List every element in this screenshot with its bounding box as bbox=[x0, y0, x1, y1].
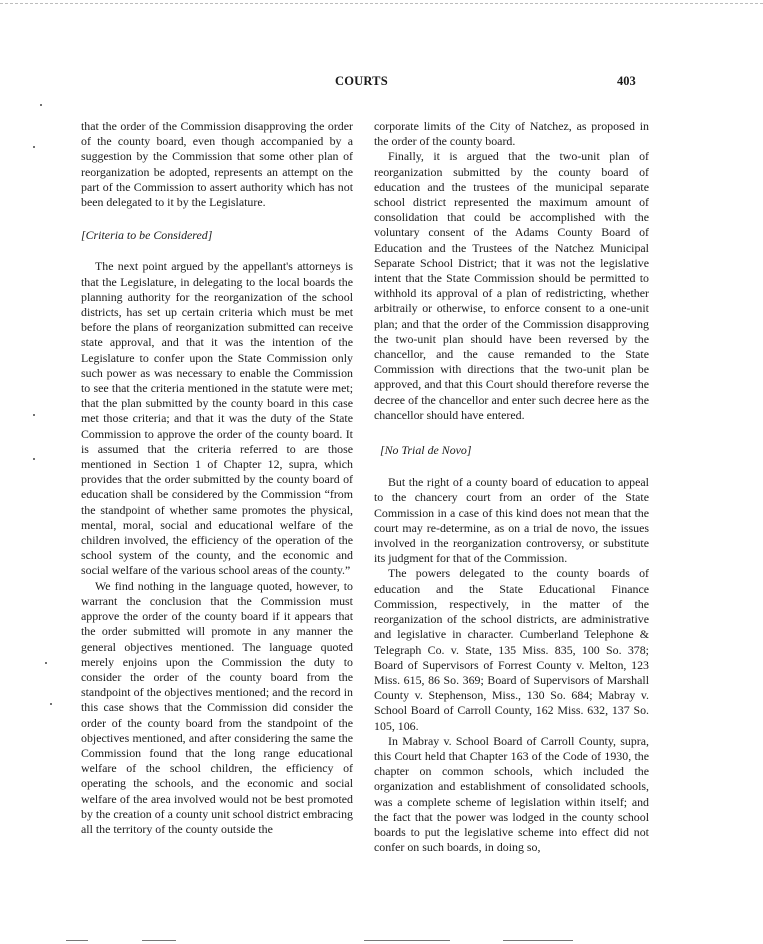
page-number: 403 bbox=[617, 74, 636, 88]
scan-speck bbox=[45, 662, 47, 664]
paragraph: The powers delegated to the county boards of education and the State Educational Finance Commission, respectively, in the matter of the reorganization of the school districts, are administrative and legislative in character. Cumberland Telephone & Telegraph Co. v. State, 135 Miss. 835, 100 So. 378; Board of Supervisors of Forrest County v. Melton, 123 Miss. 615, 86 So. 369; Board of Supervisors of Marshall County v. Stephenson, Miss., 130 So. 684; Mabray v. School Board of Carroll County, 162 Miss. 632, 137 So. 105, 106. bbox=[374, 566, 649, 733]
paragraph: We find nothing in the language quoted, however, to warrant the conclusion that the Commission must approve the order of the county board if it appears that the order submitted will promote in any manner the general objectives mentioned. The language quoted merely enjoins upon the Commission the duty to consider the order of the county board from the standpoint of the objectives mentioned; and the record in this case shows that the Commission did consider the order of the county board from the standpoint of the objectives mentioned, and after considering the same the Commission found that the long range educational welfare of the school children, the efficiency of operating the schools, and the economic and social welfare of the area involved would not be best promoted by the creation of a county unit school district embracing all the territory of the county outside the bbox=[81, 578, 353, 836]
paragraph: that the order of the Commission disapproving the order of the county board, even though accompanied by a suggestion by the Commission that some other plan of reorganization be adopted, represents an attempt on the part of the Commission to assert authority which has not been delegated to it by the Legislature. bbox=[81, 119, 353, 210]
paragraph: In Mabray v. School Board of Carroll County, supra, this Court held that Chapter 163 of the Code of 1930, the chapter on common schools, which included the organization and establishment of consolidated schools, was a complete scheme of legislation within itself; and the fact that the power was lodged in the county school boards to put the legislative scheme into effect did not confer on such boards, in doing so, bbox=[374, 733, 649, 855]
paragraph: The next point argued by the appellant's attorneys is that the Legislature, in delegating to the local boards the planning authority for the reorganization of the school districts, has set up certain criteria which must be met before the plans of reorganization submitted can receive state approval, and that it was the intention of the Legislature to confer upon the State Commission only such power as was necessary to enable the Commission to see that the criteria mentioned in the statute were met; that the plan submitted by the county board in this case met those criteria; and that it was the duty of the State Commission to approve the order of the county board. It is assumed that the criteria referred to are those mentioned in Section 1 of Chapter 12, supra, which provides that the order submitted by the county board of education shall be considered by the Commission “from the standpoint of whether same promotes the physical, mental, moral, social and educational welfare of the children involved, the efficiency of the operation of the school system of the county, and the economic and social welfare of the various school areas of the county.” bbox=[81, 259, 353, 578]
right-column bbox=[374, 119, 649, 855]
running-head-title: COURTS bbox=[335, 74, 388, 88]
section-heading-no-trial: [No Trial de Novo] bbox=[380, 443, 472, 458]
scan-bottom-edge bbox=[66, 940, 88, 941]
scan-bottom-edge bbox=[364, 940, 450, 941]
scan-speck bbox=[33, 146, 35, 148]
running-head bbox=[0, 74, 763, 88]
scan-bottom-edge bbox=[503, 940, 573, 941]
paragraph: Finally, it is argued that the two-unit plan of reorganization submitted by the county board of education and the trustees of the municipal separate school district represented the maximum amount of consolidation that could be accomplished with the voluntary consent of the Adams County Board of Education and the Trustees of the Natchez Municipal Separate School District; that it was not the legislative intent that the State Commission should be permitted to withhold its approval of a plan of redistricting, whether arbitraily or otherwise, to enforce consent to a one-unit plan; and that the order of the Commission disapproving the two-unit plan should have been reversed by the chancellor, and the cause remanded to the State Commission with directions that the two-unit plan be approved, and that this Court should therefore reverse the decree of the chancellor and enter such decree here as the chancellor should have entered. bbox=[374, 149, 649, 422]
scan-bottom-edge bbox=[142, 940, 176, 941]
scan-speck bbox=[40, 104, 42, 106]
paragraph: But the right of a county board of education to appeal to the chancery court from an order of the State Commission in a case of this kind does not mean that the court may re-determine, as on a trial de novo, the issues involved in the reorganization controversy, or substitute its judgment for that of the Commission. bbox=[374, 475, 649, 566]
left-column bbox=[81, 119, 353, 837]
scan-speck bbox=[33, 414, 35, 416]
scan-top-edge bbox=[0, 3, 763, 4]
scan-speck bbox=[50, 703, 52, 705]
scan-speck bbox=[33, 458, 35, 460]
paragraph: corporate limits of the City of Natchez, as proposed in the order of the county board. bbox=[374, 119, 649, 149]
section-heading-criteria: [Criteria to be Considered] bbox=[81, 228, 213, 243]
